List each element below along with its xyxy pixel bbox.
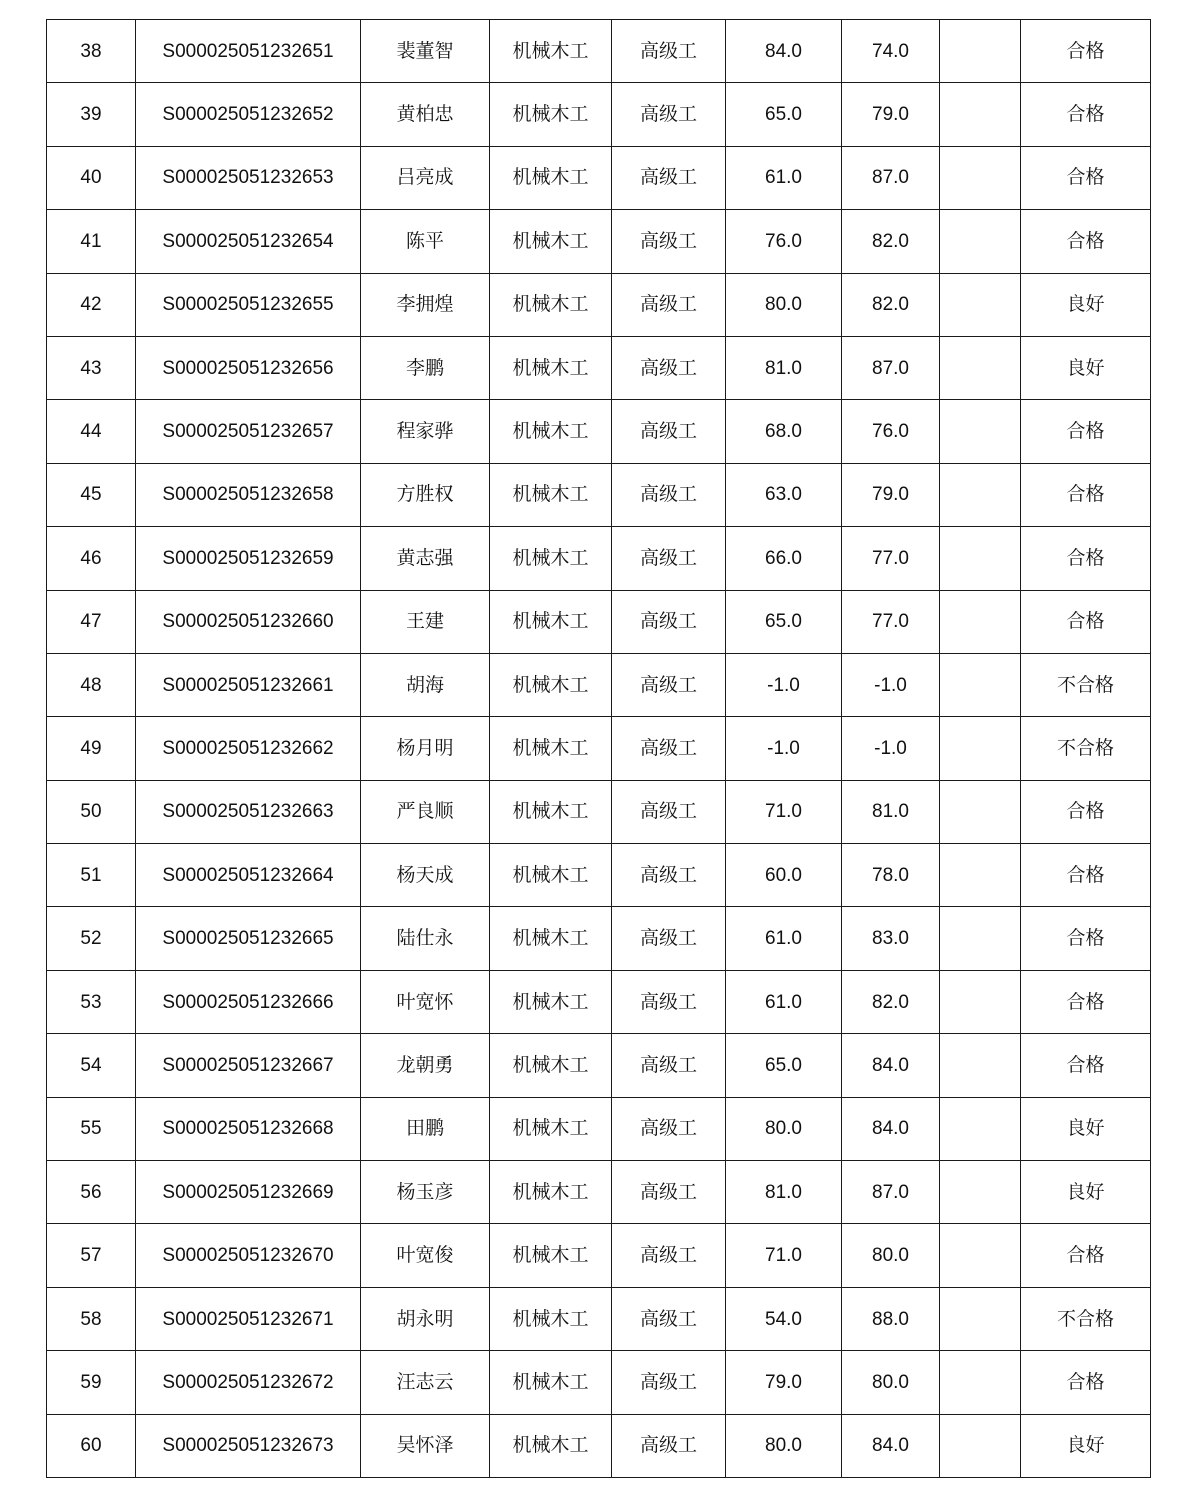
candidate-id-cell: S000025051232658: [136, 463, 361, 526]
serial-number-cell: 44: [47, 400, 136, 463]
trade-cell: 机械木工: [490, 400, 612, 463]
candidate-name-cell: 黄志强: [361, 527, 490, 590]
blank-cell: [940, 273, 1021, 336]
candidate-id-cell: S000025051232668: [136, 1097, 361, 1160]
blank-cell: [940, 970, 1021, 1033]
table-row: [47, 146, 1151, 209]
candidate-id-cell: S000025051232657: [136, 400, 361, 463]
candidate-id-cell: S000025051232651: [136, 20, 361, 83]
candidate-id-cell: S000025051232666: [136, 970, 361, 1033]
practical-score-cell: 87.0: [842, 336, 940, 399]
level-cell: 高级工: [612, 653, 726, 716]
serial-number-cell: 50: [47, 780, 136, 843]
table-row: [47, 1287, 1151, 1350]
candidate-name-cell: 程家骅: [361, 400, 490, 463]
trade-cell: 机械木工: [490, 780, 612, 843]
theory-score-cell: 68.0: [726, 400, 842, 463]
trade-cell: 机械木工: [490, 844, 612, 907]
result-cell: 合格: [1021, 844, 1151, 907]
practical-score-cell: 74.0: [842, 20, 940, 83]
blank-cell: [940, 1161, 1021, 1224]
candidate-id-cell: S000025051232662: [136, 717, 361, 780]
result-cell: 合格: [1021, 970, 1151, 1033]
blank-cell: [940, 527, 1021, 590]
theory-score-cell: 66.0: [726, 527, 842, 590]
candidate-id-cell: S000025051232653: [136, 146, 361, 209]
blank-cell: [940, 400, 1021, 463]
theory-score-cell: 65.0: [726, 590, 842, 653]
theory-score-cell: 84.0: [726, 20, 842, 83]
result-cell: 不合格: [1021, 653, 1151, 716]
table-row: [47, 1351, 1151, 1414]
theory-score-cell: 71.0: [726, 780, 842, 843]
candidate-id-cell: S000025051232655: [136, 273, 361, 336]
blank-cell: [940, 717, 1021, 780]
candidate-name-cell: 杨天成: [361, 844, 490, 907]
theory-score-cell: 61.0: [726, 146, 842, 209]
trade-cell: 机械木工: [490, 146, 612, 209]
practical-score-cell: 84.0: [842, 1414, 940, 1477]
practical-score-cell: 78.0: [842, 844, 940, 907]
trade-cell: 机械木工: [490, 590, 612, 653]
blank-cell: [940, 1034, 1021, 1097]
serial-number-cell: 41: [47, 210, 136, 273]
trade-cell: 机械木工: [490, 1287, 612, 1350]
serial-number-cell: 52: [47, 907, 136, 970]
results-table: [46, 19, 1151, 1478]
serial-number-cell: 42: [47, 273, 136, 336]
result-cell: 合格: [1021, 210, 1151, 273]
level-cell: 高级工: [612, 210, 726, 273]
result-cell: 合格: [1021, 20, 1151, 83]
practical-score-cell: 87.0: [842, 146, 940, 209]
candidate-name-cell: 叶宽怀: [361, 970, 490, 1033]
serial-number-cell: 46: [47, 527, 136, 590]
theory-score-cell: 71.0: [726, 1224, 842, 1287]
candidate-id-cell: S000025051232654: [136, 210, 361, 273]
level-cell: 高级工: [612, 1351, 726, 1414]
candidate-name-cell: 吴怀泽: [361, 1414, 490, 1477]
result-cell: 合格: [1021, 146, 1151, 209]
candidate-name-cell: 李拥煌: [361, 273, 490, 336]
result-cell: 良好: [1021, 336, 1151, 399]
result-cell: 合格: [1021, 780, 1151, 843]
candidate-id-cell: S000025051232665: [136, 907, 361, 970]
blank-cell: [940, 780, 1021, 843]
table-row: [47, 907, 1151, 970]
candidate-name-cell: 李鹏: [361, 336, 490, 399]
level-cell: 高级工: [612, 1287, 726, 1350]
level-cell: 高级工: [612, 844, 726, 907]
level-cell: 高级工: [612, 1097, 726, 1160]
serial-number-cell: 58: [47, 1287, 136, 1350]
practical-score-cell: 84.0: [842, 1097, 940, 1160]
level-cell: 高级工: [612, 273, 726, 336]
table-row: [47, 210, 1151, 273]
trade-cell: 机械木工: [490, 336, 612, 399]
candidate-name-cell: 黄柏忠: [361, 83, 490, 146]
candidate-id-cell: S000025051232673: [136, 1414, 361, 1477]
blank-cell: [940, 463, 1021, 526]
result-cell: 良好: [1021, 273, 1151, 336]
theory-score-cell: 63.0: [726, 463, 842, 526]
candidate-name-cell: 田鹏: [361, 1097, 490, 1160]
table-row: [47, 590, 1151, 653]
level-cell: 高级工: [612, 1034, 726, 1097]
serial-number-cell: 48: [47, 653, 136, 716]
practical-score-cell: -1.0: [842, 653, 940, 716]
theory-score-cell: 81.0: [726, 1161, 842, 1224]
serial-number-cell: 39: [47, 83, 136, 146]
practical-score-cell: 82.0: [842, 210, 940, 273]
trade-cell: 机械木工: [490, 273, 612, 336]
blank-cell: [940, 907, 1021, 970]
result-cell: 合格: [1021, 590, 1151, 653]
result-cell: 不合格: [1021, 1287, 1151, 1350]
practical-score-cell: 76.0: [842, 400, 940, 463]
candidate-name-cell: 方胜权: [361, 463, 490, 526]
candidate-id-cell: S000025051232659: [136, 527, 361, 590]
candidate-name-cell: 杨月明: [361, 717, 490, 780]
level-cell: 高级工: [612, 1224, 726, 1287]
candidate-id-cell: S000025051232652: [136, 83, 361, 146]
table-row: [47, 83, 1151, 146]
candidate-id-cell: S000025051232660: [136, 590, 361, 653]
serial-number-cell: 57: [47, 1224, 136, 1287]
serial-number-cell: 47: [47, 590, 136, 653]
practical-score-cell: 82.0: [842, 970, 940, 1033]
table-row: [47, 1161, 1151, 1224]
candidate-id-cell: S000025051232664: [136, 844, 361, 907]
trade-cell: 机械木工: [490, 1161, 612, 1224]
blank-cell: [940, 210, 1021, 273]
level-cell: 高级工: [612, 1161, 726, 1224]
serial-number-cell: 53: [47, 970, 136, 1033]
candidate-id-cell: S000025051232671: [136, 1287, 361, 1350]
trade-cell: 机械木工: [490, 463, 612, 526]
practical-score-cell: 87.0: [842, 1161, 940, 1224]
candidate-id-cell: S000025051232670: [136, 1224, 361, 1287]
table-row: [47, 780, 1151, 843]
trade-cell: 机械木工: [490, 1034, 612, 1097]
blank-cell: [940, 1097, 1021, 1160]
table-body: [47, 20, 1151, 1478]
table-row: [47, 1414, 1151, 1477]
level-cell: 高级工: [612, 20, 726, 83]
practical-score-cell: 80.0: [842, 1351, 940, 1414]
blank-cell: [940, 590, 1021, 653]
practical-score-cell: 84.0: [842, 1034, 940, 1097]
candidate-id-cell: S000025051232656: [136, 336, 361, 399]
candidate-name-cell: 汪志云: [361, 1351, 490, 1414]
candidate-name-cell: 陈平: [361, 210, 490, 273]
blank-cell: [940, 336, 1021, 399]
practical-score-cell: 77.0: [842, 590, 940, 653]
candidate-name-cell: 杨玉彦: [361, 1161, 490, 1224]
serial-number-cell: 45: [47, 463, 136, 526]
result-cell: 不合格: [1021, 717, 1151, 780]
theory-score-cell: 80.0: [726, 273, 842, 336]
trade-cell: 机械木工: [490, 20, 612, 83]
table-row: [47, 844, 1151, 907]
blank-cell: [940, 83, 1021, 146]
table-row: [47, 336, 1151, 399]
trade-cell: 机械木工: [490, 970, 612, 1033]
level-cell: 高级工: [612, 970, 726, 1033]
level-cell: 高级工: [612, 1414, 726, 1477]
candidate-name-cell: 吕亮成: [361, 146, 490, 209]
candidate-name-cell: 王建: [361, 590, 490, 653]
result-cell: 合格: [1021, 907, 1151, 970]
theory-score-cell: 65.0: [726, 1034, 842, 1097]
theory-score-cell: 61.0: [726, 907, 842, 970]
level-cell: 高级工: [612, 527, 726, 590]
level-cell: 高级工: [612, 717, 726, 780]
blank-cell: [940, 1287, 1021, 1350]
level-cell: 高级工: [612, 146, 726, 209]
theory-score-cell: 65.0: [726, 83, 842, 146]
theory-score-cell: 80.0: [726, 1414, 842, 1477]
table-row: [47, 20, 1151, 83]
theory-score-cell: 80.0: [726, 1097, 842, 1160]
table-row: [47, 653, 1151, 716]
trade-cell: 机械木工: [490, 1351, 612, 1414]
table-row: [47, 1034, 1151, 1097]
candidate-id-cell: S000025051232663: [136, 780, 361, 843]
candidate-name-cell: 胡永明: [361, 1287, 490, 1350]
serial-number-cell: 60: [47, 1414, 136, 1477]
result-cell: 良好: [1021, 1414, 1151, 1477]
level-cell: 高级工: [612, 907, 726, 970]
practical-score-cell: 88.0: [842, 1287, 940, 1350]
candidate-name-cell: 严良顺: [361, 780, 490, 843]
serial-number-cell: 54: [47, 1034, 136, 1097]
theory-score-cell: 61.0: [726, 970, 842, 1033]
candidate-name-cell: 叶宽俊: [361, 1224, 490, 1287]
level-cell: 高级工: [612, 780, 726, 843]
table-row: [47, 527, 1151, 590]
serial-number-cell: 40: [47, 146, 136, 209]
theory-score-cell: -1.0: [726, 717, 842, 780]
result-cell: 合格: [1021, 1351, 1151, 1414]
serial-number-cell: 43: [47, 336, 136, 399]
table-row: [47, 400, 1151, 463]
serial-number-cell: 55: [47, 1097, 136, 1160]
blank-cell: [940, 20, 1021, 83]
trade-cell: 机械木工: [490, 1414, 612, 1477]
result-cell: 合格: [1021, 527, 1151, 590]
trade-cell: 机械木工: [490, 527, 612, 590]
trade-cell: 机械木工: [490, 653, 612, 716]
result-cell: 合格: [1021, 83, 1151, 146]
result-cell: 合格: [1021, 400, 1151, 463]
theory-score-cell: 60.0: [726, 844, 842, 907]
practical-score-cell: 79.0: [842, 83, 940, 146]
serial-number-cell: 49: [47, 717, 136, 780]
serial-number-cell: 59: [47, 1351, 136, 1414]
practical-score-cell: 81.0: [842, 780, 940, 843]
level-cell: 高级工: [612, 400, 726, 463]
practical-score-cell: 77.0: [842, 527, 940, 590]
practical-score-cell: 80.0: [842, 1224, 940, 1287]
result-cell: 合格: [1021, 1224, 1151, 1287]
result-cell: 良好: [1021, 1161, 1151, 1224]
theory-score-cell: -1.0: [726, 653, 842, 716]
result-cell: 合格: [1021, 1034, 1151, 1097]
blank-cell: [940, 146, 1021, 209]
table-row: [47, 463, 1151, 526]
table-row: [47, 717, 1151, 780]
candidate-id-cell: S000025051232672: [136, 1351, 361, 1414]
candidate-name-cell: 裴董智: [361, 20, 490, 83]
blank-cell: [940, 844, 1021, 907]
serial-number-cell: 51: [47, 844, 136, 907]
candidate-name-cell: 龙朝勇: [361, 1034, 490, 1097]
practical-score-cell: 83.0: [842, 907, 940, 970]
level-cell: 高级工: [612, 590, 726, 653]
level-cell: 高级工: [612, 463, 726, 526]
table-row: [47, 1097, 1151, 1160]
blank-cell: [940, 1224, 1021, 1287]
blank-cell: [940, 1414, 1021, 1477]
theory-score-cell: 81.0: [726, 336, 842, 399]
theory-score-cell: 76.0: [726, 210, 842, 273]
theory-score-cell: 79.0: [726, 1351, 842, 1414]
theory-score-cell: 54.0: [726, 1287, 842, 1350]
candidate-id-cell: S000025051232667: [136, 1034, 361, 1097]
serial-number-cell: 38: [47, 20, 136, 83]
result-cell: 良好: [1021, 1097, 1151, 1160]
level-cell: 高级工: [612, 83, 726, 146]
trade-cell: 机械木工: [490, 83, 612, 146]
trade-cell: 机械木工: [490, 1097, 612, 1160]
blank-cell: [940, 1351, 1021, 1414]
result-cell: 合格: [1021, 463, 1151, 526]
trade-cell: 机械木工: [490, 1224, 612, 1287]
candidate-name-cell: 胡海: [361, 653, 490, 716]
trade-cell: 机械木工: [490, 210, 612, 273]
candidate-name-cell: 陆仕永: [361, 907, 490, 970]
trade-cell: 机械木工: [490, 907, 612, 970]
practical-score-cell: 82.0: [842, 273, 940, 336]
table-row: [47, 273, 1151, 336]
level-cell: 高级工: [612, 336, 726, 399]
practical-score-cell: -1.0: [842, 717, 940, 780]
serial-number-cell: 56: [47, 1161, 136, 1224]
trade-cell: 机械木工: [490, 717, 612, 780]
table-row: [47, 1224, 1151, 1287]
candidate-id-cell: S000025051232669: [136, 1161, 361, 1224]
candidate-id-cell: S000025051232661: [136, 653, 361, 716]
practical-score-cell: 79.0: [842, 463, 940, 526]
blank-cell: [940, 653, 1021, 716]
table-row: [47, 970, 1151, 1033]
